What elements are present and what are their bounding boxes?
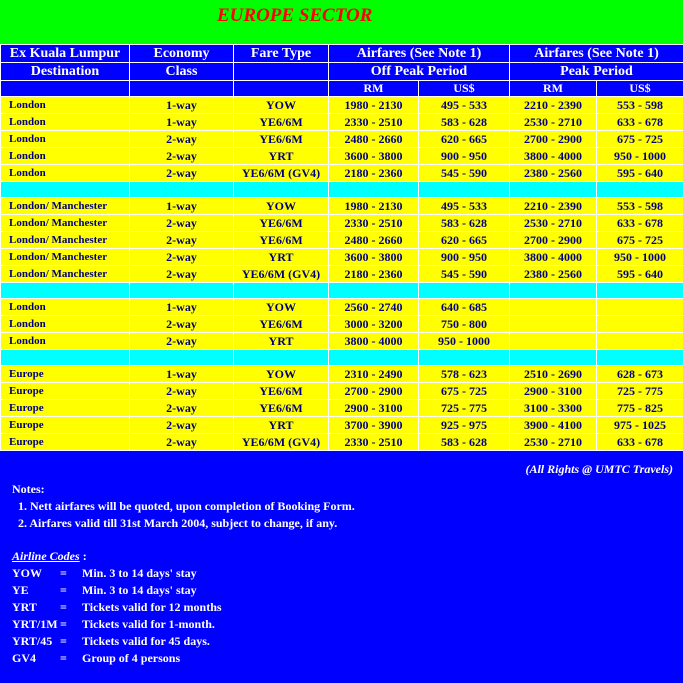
note-item: 2. Airfares valid till 31st March 2004, subject to change, if any. bbox=[18, 516, 338, 530]
peak-rm-cell: 2510 - 2690 bbox=[510, 366, 597, 383]
offpeak-usd-cell: 725 - 775 bbox=[419, 400, 510, 417]
peak-usd-cell bbox=[597, 333, 683, 350]
peak-usd-cell bbox=[597, 299, 683, 316]
table-row bbox=[1, 299, 683, 316]
peak-usd-cell: 633 - 678 bbox=[597, 114, 683, 131]
fare-type-cell: YE6/6M (GV4) bbox=[234, 434, 329, 451]
destination-cell: London/ Manchester bbox=[1, 232, 130, 249]
destination-cell: London bbox=[1, 97, 130, 114]
airline-code-row bbox=[12, 650, 222, 667]
table-row bbox=[1, 232, 683, 249]
header-peak-usd: US$ bbox=[597, 81, 683, 97]
peak-usd-cell: 675 - 725 bbox=[597, 232, 683, 249]
fare-type-cell: YE6/6M bbox=[234, 114, 329, 131]
peak-usd-cell: 675 - 725 bbox=[597, 131, 683, 148]
header-offpeak-usd: US$ bbox=[419, 81, 510, 97]
fare-type-cell: YE6/6M (GV4) bbox=[234, 165, 329, 182]
airline-code-desc: Group of 4 persons bbox=[82, 651, 181, 665]
offpeak-rm-cell: 2180 - 2360 bbox=[329, 266, 419, 283]
header-blank bbox=[130, 81, 234, 97]
header-class: Economy bbox=[130, 45, 234, 63]
peak-rm-cell: 2210 - 2390 bbox=[510, 97, 597, 114]
header-offpeak-rm: RM bbox=[329, 81, 419, 97]
header-class-label: Class bbox=[130, 63, 234, 81]
header-airfares-offpeak: Airfares (See Note 1) bbox=[329, 45, 510, 63]
fare-type-cell: YOW bbox=[234, 366, 329, 383]
fare-type-cell: YOW bbox=[234, 299, 329, 316]
separator-cell bbox=[597, 283, 683, 299]
airline-code-code: YRT bbox=[12, 600, 37, 614]
class-cell: 2-way bbox=[130, 266, 234, 283]
separator-cell bbox=[234, 350, 329, 366]
offpeak-usd-cell: 578 - 623 bbox=[419, 366, 510, 383]
offpeak-usd-cell: 925 - 975 bbox=[419, 417, 510, 434]
offpeak-usd-cell: 545 - 590 bbox=[419, 165, 510, 182]
airline-codes-block bbox=[12, 548, 222, 667]
page-title: EUROPE SECTOR bbox=[217, 5, 373, 26]
class-cell: 1-way bbox=[130, 97, 234, 114]
offpeak-usd-cell: 750 - 800 bbox=[419, 316, 510, 333]
airline-code-desc: Tickets valid for 45 days. bbox=[82, 634, 210, 648]
airline-code-desc: Tickets valid for 12 months bbox=[82, 600, 222, 614]
offpeak-rm-cell: 3000 - 3200 bbox=[329, 316, 419, 333]
offpeak-usd-cell: 495 - 533 bbox=[419, 198, 510, 215]
airline-code-eq: = bbox=[60, 617, 67, 631]
table-row bbox=[1, 165, 683, 182]
peak-rm-cell: 3900 - 4100 bbox=[510, 417, 597, 434]
peak-rm-cell: 2530 - 2710 bbox=[510, 114, 597, 131]
peak-rm-cell: 3800 - 4000 bbox=[510, 148, 597, 165]
fare-type-cell: YRT bbox=[234, 148, 329, 165]
peak-usd-cell bbox=[597, 316, 683, 333]
peak-rm-cell: 2700 - 2900 bbox=[510, 131, 597, 148]
section-separator bbox=[1, 182, 683, 198]
header-row-1 bbox=[1, 45, 683, 63]
peak-rm-cell bbox=[510, 333, 597, 350]
destination-cell: London bbox=[1, 316, 130, 333]
class-cell: 1-way bbox=[130, 299, 234, 316]
class-cell: 1-way bbox=[130, 198, 234, 215]
table-row bbox=[1, 97, 683, 114]
peak-rm-cell: 3800 - 4000 bbox=[510, 249, 597, 266]
table-row bbox=[1, 198, 683, 215]
table-row bbox=[1, 148, 683, 165]
header-row-2 bbox=[1, 63, 683, 81]
header-fare-type-blank bbox=[234, 63, 329, 81]
class-cell: 2-way bbox=[130, 417, 234, 434]
class-cell: 2-way bbox=[130, 131, 234, 148]
peak-rm-cell: 2900 - 3100 bbox=[510, 383, 597, 400]
peak-rm-cell bbox=[510, 316, 597, 333]
class-cell: 2-way bbox=[130, 148, 234, 165]
separator-cell bbox=[329, 350, 419, 366]
peak-usd-cell: 628 - 673 bbox=[597, 366, 683, 383]
offpeak-rm-cell: 2700 - 2900 bbox=[329, 383, 419, 400]
airline-code-code: YRT/1M bbox=[12, 617, 58, 631]
airline-codes-title: Airline Codes bbox=[12, 549, 80, 563]
airline-code-code: GV4 bbox=[12, 651, 36, 665]
fare-type-cell: YOW bbox=[234, 198, 329, 215]
airline-code-eq: = bbox=[60, 634, 67, 648]
separator-cell bbox=[329, 182, 419, 198]
destination-cell: Europe bbox=[1, 434, 130, 451]
table-row bbox=[1, 114, 683, 131]
table-row bbox=[1, 249, 683, 266]
peak-usd-cell: 553 - 598 bbox=[597, 198, 683, 215]
airline-code-eq: = bbox=[60, 651, 67, 665]
destination-cell: London/ Manchester bbox=[1, 198, 130, 215]
destination-cell: London bbox=[1, 148, 130, 165]
peak-usd-cell: 633 - 678 bbox=[597, 434, 683, 451]
airline-code-row bbox=[12, 599, 222, 616]
peak-usd-cell: 775 - 825 bbox=[597, 400, 683, 417]
offpeak-rm-cell: 2330 - 2510 bbox=[329, 114, 419, 131]
separator-cell bbox=[130, 283, 234, 299]
airline-code-code: YE bbox=[12, 583, 29, 597]
offpeak-usd-cell: 620 - 665 bbox=[419, 131, 510, 148]
offpeak-usd-cell: 583 - 628 bbox=[419, 114, 510, 131]
class-cell: 2-way bbox=[130, 434, 234, 451]
offpeak-usd-cell: 675 - 725 bbox=[419, 383, 510, 400]
table-row bbox=[1, 316, 683, 333]
offpeak-rm-cell: 2330 - 2510 bbox=[329, 215, 419, 232]
destination-cell: Europe bbox=[1, 366, 130, 383]
offpeak-rm-cell: 2480 - 2660 bbox=[329, 131, 419, 148]
header-peak-rm: RM bbox=[510, 81, 597, 97]
airline-code-code: YRT/45 bbox=[12, 634, 53, 648]
offpeak-usd-cell: 640 - 685 bbox=[419, 299, 510, 316]
offpeak-rm-cell: 2180 - 2360 bbox=[329, 165, 419, 182]
fare-type-cell: YRT bbox=[234, 417, 329, 434]
offpeak-rm-cell: 1980 - 2130 bbox=[329, 198, 419, 215]
table-row bbox=[1, 366, 683, 383]
fares-table bbox=[0, 44, 683, 451]
separator-cell bbox=[329, 283, 419, 299]
table-row bbox=[1, 266, 683, 283]
table-row bbox=[1, 333, 683, 350]
header-peak-period: Peak Period bbox=[510, 63, 683, 81]
separator-cell bbox=[1, 283, 130, 299]
class-cell: 2-way bbox=[130, 400, 234, 417]
airline-code-code: YOW bbox=[12, 566, 42, 580]
destination-cell: London/ Manchester bbox=[1, 215, 130, 232]
note-item: 1. Nett airfares will be quoted, upon completion of Booking Form. bbox=[18, 499, 355, 513]
destination-cell: London/ Manchester bbox=[1, 249, 130, 266]
offpeak-usd-cell: 900 - 950 bbox=[419, 249, 510, 266]
destination-cell: Europe bbox=[1, 383, 130, 400]
peak-usd-cell: 975 - 1025 bbox=[597, 417, 683, 434]
table-row bbox=[1, 400, 683, 417]
header-blank bbox=[234, 81, 329, 97]
header-offpeak-period: Off Peak Period bbox=[329, 63, 510, 81]
header-blank bbox=[1, 81, 130, 97]
peak-usd-cell: 950 - 1000 bbox=[597, 249, 683, 266]
class-cell: 2-way bbox=[130, 249, 234, 266]
separator-cell bbox=[419, 283, 510, 299]
class-cell: 2-way bbox=[130, 165, 234, 182]
separator-cell bbox=[1, 182, 130, 198]
fare-type-cell: YE6/6M bbox=[234, 232, 329, 249]
table-row bbox=[1, 131, 683, 148]
class-cell: 2-way bbox=[130, 215, 234, 232]
peak-rm-cell: 3100 - 3300 bbox=[510, 400, 597, 417]
header-destination: Ex Kuala Lumpur bbox=[1, 45, 130, 63]
notes-block bbox=[12, 481, 355, 532]
offpeak-rm-cell: 2480 - 2660 bbox=[329, 232, 419, 249]
offpeak-rm-cell: 2560 - 2740 bbox=[329, 299, 419, 316]
notes-heading: Notes: bbox=[12, 482, 45, 496]
destination-cell: Europe bbox=[1, 400, 130, 417]
peak-usd-cell: 950 - 1000 bbox=[597, 148, 683, 165]
separator-cell bbox=[130, 182, 234, 198]
airline-code-desc: Min. 3 to 14 days' stay bbox=[82, 566, 197, 580]
offpeak-rm-cell: 2330 - 2510 bbox=[329, 434, 419, 451]
peak-rm-cell: 2380 - 2560 bbox=[510, 266, 597, 283]
destination-cell: London bbox=[1, 165, 130, 182]
airline-code-row bbox=[12, 582, 222, 599]
class-cell: 1-way bbox=[130, 114, 234, 131]
peak-usd-cell: 595 - 640 bbox=[597, 266, 683, 283]
separator-cell bbox=[597, 182, 683, 198]
table-row bbox=[1, 215, 683, 232]
offpeak-usd-cell: 583 - 628 bbox=[419, 434, 510, 451]
airline-code-row bbox=[12, 565, 222, 582]
fare-type-cell: YOW bbox=[234, 97, 329, 114]
peak-usd-cell: 725 - 775 bbox=[597, 383, 683, 400]
destination-cell: Europe bbox=[1, 417, 130, 434]
class-cell: 1-way bbox=[130, 366, 234, 383]
destination-cell: London bbox=[1, 131, 130, 148]
rights-notice: (All Rights @ UMTC Travels) bbox=[525, 462, 673, 476]
class-cell: 2-way bbox=[130, 316, 234, 333]
offpeak-usd-cell: 620 - 665 bbox=[419, 232, 510, 249]
separator-cell bbox=[130, 350, 234, 366]
offpeak-usd-cell: 495 - 533 bbox=[419, 97, 510, 114]
peak-usd-cell: 633 - 678 bbox=[597, 215, 683, 232]
airline-code-eq: = bbox=[60, 583, 67, 597]
fares-table-body bbox=[1, 45, 683, 451]
header-fare-type: Fare Type bbox=[234, 45, 329, 63]
title-banner bbox=[0, 0, 683, 44]
peak-rm-cell: 2530 - 2710 bbox=[510, 215, 597, 232]
peak-rm-cell: 2530 - 2710 bbox=[510, 434, 597, 451]
peak-rm-cell: 2380 - 2560 bbox=[510, 165, 597, 182]
offpeak-rm-cell: 3600 - 3800 bbox=[329, 249, 419, 266]
separator-cell bbox=[510, 283, 597, 299]
peak-usd-cell: 553 - 598 bbox=[597, 97, 683, 114]
separator-cell bbox=[510, 182, 597, 198]
airline-codes-colon: : bbox=[79, 549, 87, 563]
destination-cell: London bbox=[1, 114, 130, 131]
offpeak-usd-cell: 950 - 1000 bbox=[419, 333, 510, 350]
fare-type-cell: YE6/6M (GV4) bbox=[234, 266, 329, 283]
offpeak-usd-cell: 545 - 590 bbox=[419, 266, 510, 283]
airline-code-desc: Min. 3 to 14 days' stay bbox=[82, 583, 197, 597]
destination-cell: London bbox=[1, 299, 130, 316]
header-airfares-peak: Airfares (See Note 1) bbox=[510, 45, 683, 63]
offpeak-usd-cell: 900 - 950 bbox=[419, 148, 510, 165]
class-cell: 2-way bbox=[130, 383, 234, 400]
airline-code-eq: = bbox=[60, 566, 67, 580]
peak-rm-cell: 2700 - 2900 bbox=[510, 232, 597, 249]
offpeak-rm-cell: 2310 - 2490 bbox=[329, 366, 419, 383]
separator-cell bbox=[510, 350, 597, 366]
separator-cell bbox=[234, 182, 329, 198]
fare-type-cell: YE6/6M bbox=[234, 215, 329, 232]
fare-type-cell: YE6/6M bbox=[234, 400, 329, 417]
airline-code-desc: Tickets valid for 1-month. bbox=[82, 617, 215, 631]
fare-type-cell: YE6/6M bbox=[234, 131, 329, 148]
fare-type-cell: YRT bbox=[234, 249, 329, 266]
header-row-3 bbox=[1, 81, 683, 97]
separator-cell bbox=[419, 182, 510, 198]
offpeak-rm-cell: 3800 - 4000 bbox=[329, 333, 419, 350]
separator-cell bbox=[419, 350, 510, 366]
fare-type-cell: YE6/6M bbox=[234, 316, 329, 333]
table-row bbox=[1, 417, 683, 434]
airline-code-eq: = bbox=[60, 600, 67, 614]
section-separator bbox=[1, 283, 683, 299]
offpeak-usd-cell: 583 - 628 bbox=[419, 215, 510, 232]
separator-cell bbox=[1, 350, 130, 366]
table-row bbox=[1, 383, 683, 400]
section-separator bbox=[1, 350, 683, 366]
peak-rm-cell: 2210 - 2390 bbox=[510, 198, 597, 215]
peak-usd-cell: 595 - 640 bbox=[597, 165, 683, 182]
offpeak-rm-cell: 3700 - 3900 bbox=[329, 417, 419, 434]
separator-cell bbox=[234, 283, 329, 299]
offpeak-rm-cell: 3600 - 3800 bbox=[329, 148, 419, 165]
destination-cell: London/ Manchester bbox=[1, 266, 130, 283]
header-destination-label: Destination bbox=[1, 63, 130, 81]
offpeak-rm-cell: 1980 - 2130 bbox=[329, 97, 419, 114]
airline-codes-heading bbox=[12, 548, 222, 565]
airline-code-row bbox=[12, 616, 222, 633]
fare-type-cell: YE6/6M bbox=[234, 383, 329, 400]
airline-codes-list bbox=[12, 565, 222, 667]
class-cell: 2-way bbox=[130, 232, 234, 249]
destination-cell: London bbox=[1, 333, 130, 350]
class-cell: 2-way bbox=[130, 333, 234, 350]
fare-type-cell: YRT bbox=[234, 333, 329, 350]
separator-cell bbox=[597, 350, 683, 366]
airline-code-row bbox=[12, 633, 222, 650]
table-row bbox=[1, 434, 683, 451]
offpeak-rm-cell: 2900 - 3100 bbox=[329, 400, 419, 417]
peak-rm-cell bbox=[510, 299, 597, 316]
